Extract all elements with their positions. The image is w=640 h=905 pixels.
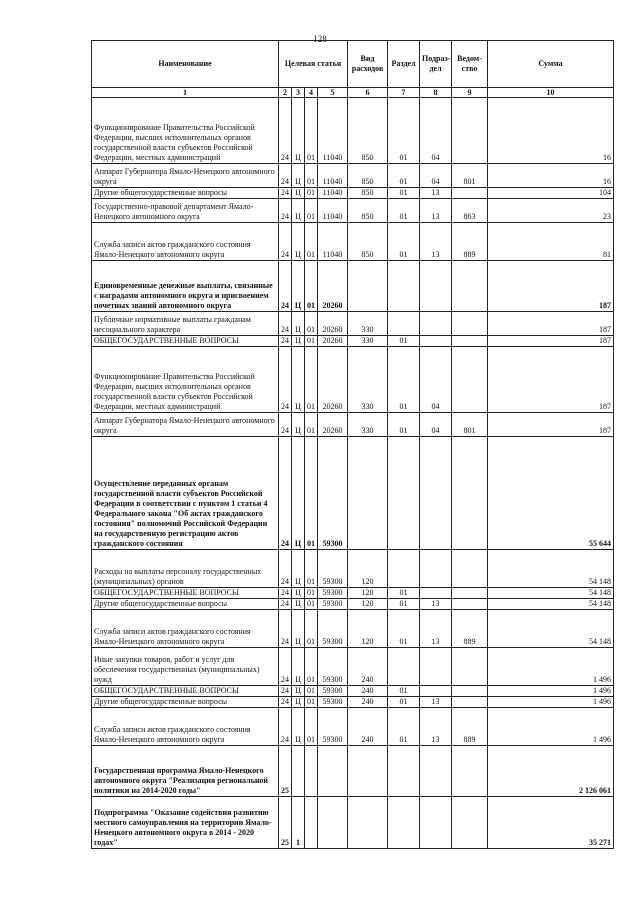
- cell-expense-type: 240: [348, 648, 388, 686]
- cell-event-code: 01: [305, 599, 318, 610]
- cell-direction-code: 59300: [318, 686, 348, 697]
- cell-subprogram-code: Ц: [292, 648, 305, 686]
- cell-direction-code: 59300: [318, 550, 348, 588]
- cell-direction-code: 59300: [318, 697, 348, 708]
- header-name: Наименование: [92, 41, 279, 88]
- table-row: [92, 599, 614, 610]
- table-row: [92, 188, 614, 199]
- column-number: 4: [305, 88, 318, 98]
- cell-amount: 1 496: [488, 708, 614, 746]
- cell-amount: 54 148: [488, 588, 614, 599]
- cell-direction-code: 59300: [318, 708, 348, 746]
- cell-expense-type: 330: [348, 312, 388, 336]
- cell-direction-code: 20260: [318, 312, 348, 336]
- cell-program-code: 24: [279, 610, 292, 648]
- cell-program-code: 24: [279, 223, 292, 261]
- cell-program-code: 24: [279, 261, 292, 312]
- cell-subsection: 13: [420, 697, 452, 708]
- cell-subprogram-code: Ц: [292, 686, 305, 697]
- header-section: Раздел: [388, 41, 420, 88]
- cell-expense-type: [348, 746, 388, 797]
- cell-subsection: [420, 550, 452, 588]
- header-subsection: Подраз-дел: [420, 41, 452, 88]
- cell-department: [452, 648, 488, 686]
- cell-subprogram-code: 1: [292, 797, 305, 849]
- cell-section: 01: [388, 347, 420, 413]
- cell-amount: 1 496: [488, 648, 614, 686]
- table-row: [92, 223, 614, 261]
- cell-direction-code: 11040: [318, 199, 348, 223]
- cell-subsection: 13: [420, 708, 452, 746]
- cell-program-code: 24: [279, 188, 292, 199]
- cell-department: 889: [452, 610, 488, 648]
- cell-subprogram-code: [292, 746, 305, 797]
- cell-subsection: [420, 797, 452, 849]
- cell-program-code: 24: [279, 686, 292, 697]
- table-row: [92, 312, 614, 336]
- cell-event-code: 01: [305, 588, 318, 599]
- cell-expense-type: 330: [348, 336, 388, 347]
- cell-program-code: 24: [279, 599, 292, 610]
- cell-amount: 187: [488, 312, 614, 336]
- cell-section: [388, 312, 420, 336]
- cell-expense-type: 850: [348, 188, 388, 199]
- cell-amount: 2 126 061: [488, 746, 614, 797]
- cell-amount: 54 148: [488, 599, 614, 610]
- column-number: 1: [92, 88, 279, 98]
- cell-amount: 55 644: [488, 437, 614, 550]
- table-row: [92, 686, 614, 697]
- header-department: Ведом-ство: [452, 41, 488, 88]
- cell-subprogram-code: Ц: [292, 223, 305, 261]
- cell-amount: 187: [488, 347, 614, 413]
- cell-event-code: [305, 746, 318, 797]
- cell-section: 01: [388, 686, 420, 697]
- cell-subprogram-code: Ц: [292, 550, 305, 588]
- cell-expense-type: 240: [348, 708, 388, 746]
- cell-expense-type: [348, 261, 388, 312]
- cell-name: ОБЩЕГОСУДАРСТВЕННЫЕ ВОПРОСЫ: [92, 336, 279, 347]
- cell-direction-code: 59300: [318, 648, 348, 686]
- cell-direction-code: 59300: [318, 610, 348, 648]
- cell-name: Осуществление переданных органам государственной власти субъектов Российской Федерации в соответствии с пунктом 1 статьи 4 Федерального закона "Об актах гражданского состояния" полномочий Российской Федерации на государственную регистрацию актов гражданского состояния: [92, 437, 279, 550]
- cell-subprogram-code: Ц: [292, 437, 305, 550]
- cell-amount: 81: [488, 223, 614, 261]
- cell-direction-code: 59300: [318, 599, 348, 610]
- cell-program-code: 24: [279, 648, 292, 686]
- cell-direction-code: 20260: [318, 413, 348, 437]
- cell-department: [452, 188, 488, 199]
- cell-direction-code: 20260: [318, 336, 348, 347]
- cell-department: 889: [452, 708, 488, 746]
- cell-amount: 104: [488, 188, 614, 199]
- cell-name: Публичные нормативные выплаты гражданам несоциального характера: [92, 312, 279, 336]
- table-row: [92, 164, 614, 188]
- cell-program-code: 24: [279, 336, 292, 347]
- cell-event-code: 01: [305, 261, 318, 312]
- cell-subprogram-code: Ц: [292, 413, 305, 437]
- cell-amount: 16: [488, 98, 614, 164]
- cell-subprogram-code: Ц: [292, 588, 305, 599]
- cell-subsection: 04: [420, 164, 452, 188]
- table-row: [92, 199, 614, 223]
- cell-expense-type: 240: [348, 697, 388, 708]
- cell-department: [452, 336, 488, 347]
- cell-event-code: 01: [305, 413, 318, 437]
- cell-subprogram-code: Ц: [292, 164, 305, 188]
- cell-section: [388, 746, 420, 797]
- table-row: [92, 261, 614, 312]
- cell-subsection: 04: [420, 413, 452, 437]
- cell-department: [452, 599, 488, 610]
- cell-event-code: 01: [305, 686, 318, 697]
- table-row: [92, 708, 614, 746]
- cell-name: Служба записи актов гражданского состояния Ямало-Ненецкого автономного округа: [92, 610, 279, 648]
- cell-event-code: 01: [305, 223, 318, 261]
- page-number: 128: [313, 34, 327, 44]
- cell-expense-type: 120: [348, 610, 388, 648]
- cell-subsection: [420, 261, 452, 312]
- cell-event-code: 01: [305, 708, 318, 746]
- cell-name: Функционирование Правительства Российской Федерации, высших исполнительных органов государственной власти субъектов Российской Федерации, местных администраций: [92, 98, 279, 164]
- cell-direction-code: 20260: [318, 261, 348, 312]
- cell-program-code: 24: [279, 437, 292, 550]
- cell-program-code: 24: [279, 588, 292, 599]
- cell-program-code: 24: [279, 413, 292, 437]
- column-number: 3: [292, 88, 305, 98]
- header-target: Целевая статья: [279, 41, 348, 88]
- cell-program-code: 24: [279, 347, 292, 413]
- cell-expense-type: 850: [348, 164, 388, 188]
- cell-section: 01: [388, 610, 420, 648]
- cell-subsection: 13: [420, 223, 452, 261]
- cell-expense-type: 850: [348, 98, 388, 164]
- column-number: 7: [388, 88, 420, 98]
- table-row: [92, 550, 614, 588]
- cell-name: ОБЩЕГОСУДАРСТВЕННЫЕ ВОПРОСЫ: [92, 588, 279, 599]
- cell-program-code: 24: [279, 708, 292, 746]
- cell-subprogram-code: Ц: [292, 98, 305, 164]
- cell-subprogram-code: Ц: [292, 708, 305, 746]
- cell-program-code: 25: [279, 746, 292, 797]
- cell-direction-code: 59300: [318, 588, 348, 599]
- cell-subsection: 13: [420, 599, 452, 610]
- cell-department: [452, 98, 488, 164]
- cell-subprogram-code: Ц: [292, 199, 305, 223]
- table-row: [92, 588, 614, 599]
- cell-section: [388, 437, 420, 550]
- column-number: 9: [452, 88, 488, 98]
- cell-name: Другие общегосударственные вопросы: [92, 697, 279, 708]
- header-row: [92, 41, 614, 88]
- cell-name: Другие общегосударственные вопросы: [92, 599, 279, 610]
- cell-expense-type: 120: [348, 599, 388, 610]
- cell-name: ОБЩЕГОСУДАРСТВЕННЫЕ ВОПРОСЫ: [92, 686, 279, 697]
- cell-subsection: 04: [420, 347, 452, 413]
- cell-department: [452, 347, 488, 413]
- cell-expense-type: 120: [348, 588, 388, 599]
- cell-program-code: 24: [279, 312, 292, 336]
- cell-subprogram-code: Ц: [292, 599, 305, 610]
- cell-event-code: 01: [305, 648, 318, 686]
- cell-section: [388, 648, 420, 686]
- table-row: [92, 648, 614, 686]
- cell-department: 801: [452, 164, 488, 188]
- cell-subprogram-code: Ц: [292, 188, 305, 199]
- cell-section: 01: [388, 708, 420, 746]
- cell-expense-type: 850: [348, 199, 388, 223]
- cell-event-code: 01: [305, 199, 318, 223]
- cell-subsection: 04: [420, 98, 452, 164]
- cell-subprogram-code: Ц: [292, 610, 305, 648]
- cell-event-code: [305, 797, 318, 849]
- cell-amount: 1 496: [488, 686, 614, 697]
- cell-amount: 35 271: [488, 797, 614, 849]
- cell-name: Функционирование Правительства Российской Федерации, высших исполнительных органов государственной власти субъектов Российской Федерации, местных администраций: [92, 347, 279, 413]
- budget-table: [91, 40, 614, 849]
- cell-name: Другие общегосударственные вопросы: [92, 188, 279, 199]
- cell-department: [452, 312, 488, 336]
- cell-section: 01: [388, 188, 420, 199]
- cell-section: 01: [388, 164, 420, 188]
- cell-direction-code: 11040: [318, 164, 348, 188]
- cell-section: 01: [388, 199, 420, 223]
- table-row: [92, 746, 614, 797]
- header-expense-type: Вид расходов: [348, 41, 388, 88]
- cell-department: [452, 697, 488, 708]
- cell-name: Расходы на выплаты персоналу государственных (муниципальных) органов: [92, 550, 279, 588]
- cell-program-code: 25: [279, 797, 292, 849]
- cell-subsection: 13: [420, 610, 452, 648]
- cell-program-code: 24: [279, 164, 292, 188]
- cell-subsection: [420, 437, 452, 550]
- cell-direction-code: 20260: [318, 347, 348, 413]
- cell-name: Аппарат Губернатора Ямало-Ненецкого автономного округа: [92, 413, 279, 437]
- cell-expense-type: 330: [348, 413, 388, 437]
- column-number: 2: [279, 88, 292, 98]
- cell-event-code: 01: [305, 98, 318, 164]
- cell-section: 01: [388, 588, 420, 599]
- cell-amount: 1 496: [488, 697, 614, 708]
- cell-section: [388, 261, 420, 312]
- cell-subprogram-code: Ц: [292, 336, 305, 347]
- cell-event-code: 01: [305, 610, 318, 648]
- cell-subprogram-code: Ц: [292, 261, 305, 312]
- cell-program-code: 24: [279, 98, 292, 164]
- cell-expense-type: [348, 437, 388, 550]
- cell-section: [388, 550, 420, 588]
- cell-section: 01: [388, 98, 420, 164]
- cell-event-code: 01: [305, 164, 318, 188]
- cell-program-code: 24: [279, 199, 292, 223]
- table-row: [92, 347, 614, 413]
- cell-department: [452, 437, 488, 550]
- cell-program-code: 24: [279, 550, 292, 588]
- cell-name: Служба записи актов гражданского состояния Ямало-Ненецкого автономного округа: [92, 223, 279, 261]
- cell-section: 01: [388, 599, 420, 610]
- cell-amount: 187: [488, 336, 614, 347]
- cell-name: Государственно-правовой департамент Ямало-Ненецкого автономного округа: [92, 199, 279, 223]
- cell-department: [452, 746, 488, 797]
- cell-direction-code: 11040: [318, 223, 348, 261]
- column-number-row: [92, 88, 614, 98]
- cell-department: [452, 588, 488, 599]
- table-row: [92, 413, 614, 437]
- cell-event-code: 01: [305, 188, 318, 199]
- cell-department: [452, 261, 488, 312]
- cell-subsection: 13: [420, 188, 452, 199]
- cell-subsection: [420, 312, 452, 336]
- cell-section: 01: [388, 697, 420, 708]
- table-row: [92, 697, 614, 708]
- cell-department: 889: [452, 223, 488, 261]
- cell-direction-code: 59300: [318, 437, 348, 550]
- cell-program-code: 24: [279, 697, 292, 708]
- cell-event-code: 01: [305, 550, 318, 588]
- cell-event-code: 01: [305, 312, 318, 336]
- cell-name: Подпрограмма "Оказание содействия развитию местного самоуправления на территории Ямало-Ненецкого автономного округа в 2014 - 2020 годах": [92, 797, 279, 849]
- cell-event-code: 01: [305, 697, 318, 708]
- cell-expense-type: 850: [348, 223, 388, 261]
- cell-direction-code: [318, 746, 348, 797]
- column-number: 10: [488, 88, 614, 98]
- cell-direction-code: 11040: [318, 188, 348, 199]
- cell-department: [452, 550, 488, 588]
- cell-subsection: [420, 336, 452, 347]
- cell-subprogram-code: Ц: [292, 312, 305, 336]
- table-row: [92, 437, 614, 550]
- cell-name: Аппарат Губернатора Ямало-Ненецкого автономного округа: [92, 164, 279, 188]
- column-number: 5: [318, 88, 348, 98]
- cell-subprogram-code: Ц: [292, 697, 305, 708]
- cell-subsection: 13: [420, 199, 452, 223]
- cell-amount: 16: [488, 164, 614, 188]
- cell-subsection: [420, 686, 452, 697]
- cell-section: [388, 797, 420, 849]
- cell-name: Иные закупки товаров, работ и услуг для обеспечения государственных (муниципальных) нужд: [92, 648, 279, 686]
- cell-section: 01: [388, 413, 420, 437]
- cell-subsection: [420, 648, 452, 686]
- table-row: [92, 610, 614, 648]
- cell-direction-code: 11040: [318, 98, 348, 164]
- cell-direction-code: [318, 797, 348, 849]
- cell-department: [452, 686, 488, 697]
- cell-department: 801: [452, 413, 488, 437]
- column-number: 6: [348, 88, 388, 98]
- cell-expense-type: 330: [348, 347, 388, 413]
- cell-subsection: [420, 746, 452, 797]
- cell-event-code: 01: [305, 336, 318, 347]
- cell-name: Единовременные денежные выплаты, связанные с наградами автономного округа и присвоением почетных званий автономного округа: [92, 261, 279, 312]
- cell-section: 01: [388, 223, 420, 261]
- header-amount: Сумма: [488, 41, 614, 88]
- table-row: [92, 797, 614, 849]
- column-number: 8: [420, 88, 452, 98]
- cell-event-code: 01: [305, 347, 318, 413]
- cell-amount: 54 148: [488, 550, 614, 588]
- cell-amount: 187: [488, 261, 614, 312]
- cell-department: [452, 797, 488, 849]
- table-row: [92, 336, 614, 347]
- cell-amount: 187: [488, 413, 614, 437]
- cell-section: 01: [388, 336, 420, 347]
- cell-amount: 23: [488, 199, 614, 223]
- cell-name: Государственная программа Ямало-Ненецкого автономного округа "Реализация региональной политики на 2014-2020 годы": [92, 746, 279, 797]
- cell-subsection: [420, 588, 452, 599]
- cell-expense-type: 240: [348, 686, 388, 697]
- table-row: [92, 98, 614, 164]
- cell-expense-type: [348, 797, 388, 849]
- cell-event-code: 01: [305, 437, 318, 550]
- cell-amount: 54 148: [488, 610, 614, 648]
- cell-department: 863: [452, 199, 488, 223]
- cell-expense-type: 120: [348, 550, 388, 588]
- cell-name: Служба записи актов гражданского состояния Ямало-Ненецкого автономного округа: [92, 708, 279, 746]
- cell-subprogram-code: Ц: [292, 347, 305, 413]
